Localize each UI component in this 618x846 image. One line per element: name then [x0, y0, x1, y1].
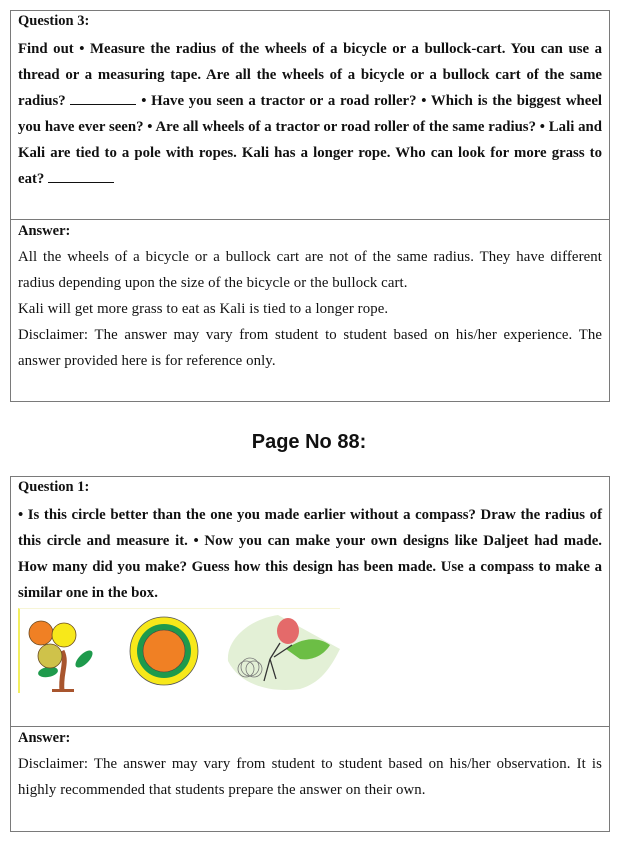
- answer-1-cell: [11, 726, 609, 830]
- answer-blank-2: [48, 170, 114, 183]
- answer-3-line-1: All the wheels of a bicycle or a bullock cart are not of the same radius. They have different radius depending upon the size of the bicycle or the bullock cart.: [18, 249, 602, 291]
- answer-blank-1: [70, 92, 136, 105]
- question-3-box: [10, 10, 610, 402]
- question-3-text-part-1: Find out • Measure the radius of the wheels of a bicycle or a bullock-cart. You can use a thread or a measuring tape. Are all the wheels of a bicycle or a bullock cart of the same radius?: [18, 41, 602, 109]
- answer-3-label: Answer:: [18, 223, 71, 239]
- design-figures: [18, 608, 340, 693]
- question-1-box: [10, 476, 610, 832]
- question-3-cell: [11, 11, 609, 219]
- page-heading: Page No 88:: [251, 431, 367, 453]
- answer-3-line-2: Kali will get more grass to eat as Kali is tied to a longer rope.: [18, 301, 389, 317]
- concentric-circles-design-icon: [128, 615, 200, 687]
- question-3-label: Question 3:: [18, 13, 90, 29]
- circle-flower-design-icon: [24, 611, 104, 695]
- question-1-label: Question 1:: [18, 479, 90, 495]
- answer-3-text: [18, 244, 602, 374]
- question-3-text-part-2: • Have you seen a tractor or a road roller? • Which is the biggest wheel you have ever seen? • Are all wheels of a tractor or road roller of the same radius? • Lali and Kali are tied to a pole with ropes. Kali has a longer rope. Who can look for more grass to eat?: [18, 93, 602, 187]
- answer-3-cell: [11, 219, 609, 400]
- answer-1-text: [18, 751, 602, 803]
- question-1-text: • Is this circle better than the one you made earlier without a compass? Draw the radius of this circle and measure it. • Now you can make your own designs like Daljeet had made. How many did you make? Guess how this design has been made. Use a compass to make a similar one in the box.: [18, 507, 602, 601]
- answer-3-line-3: Disclaimer: The answer may vary from student to student based on his/her experience. The answer provided here is for reference only.: [18, 327, 602, 369]
- child-using-compass-illustration-icon: [220, 609, 344, 693]
- question-1-cell: [11, 477, 609, 726]
- question-3-text: [18, 36, 602, 192]
- answer-1-line-1: Disclaimer: The answer may vary from student to student based on his/her observation. It is highly recommended that students prepare the answer on their own.: [18, 756, 602, 798]
- answer-1-label: Answer:: [18, 730, 71, 746]
